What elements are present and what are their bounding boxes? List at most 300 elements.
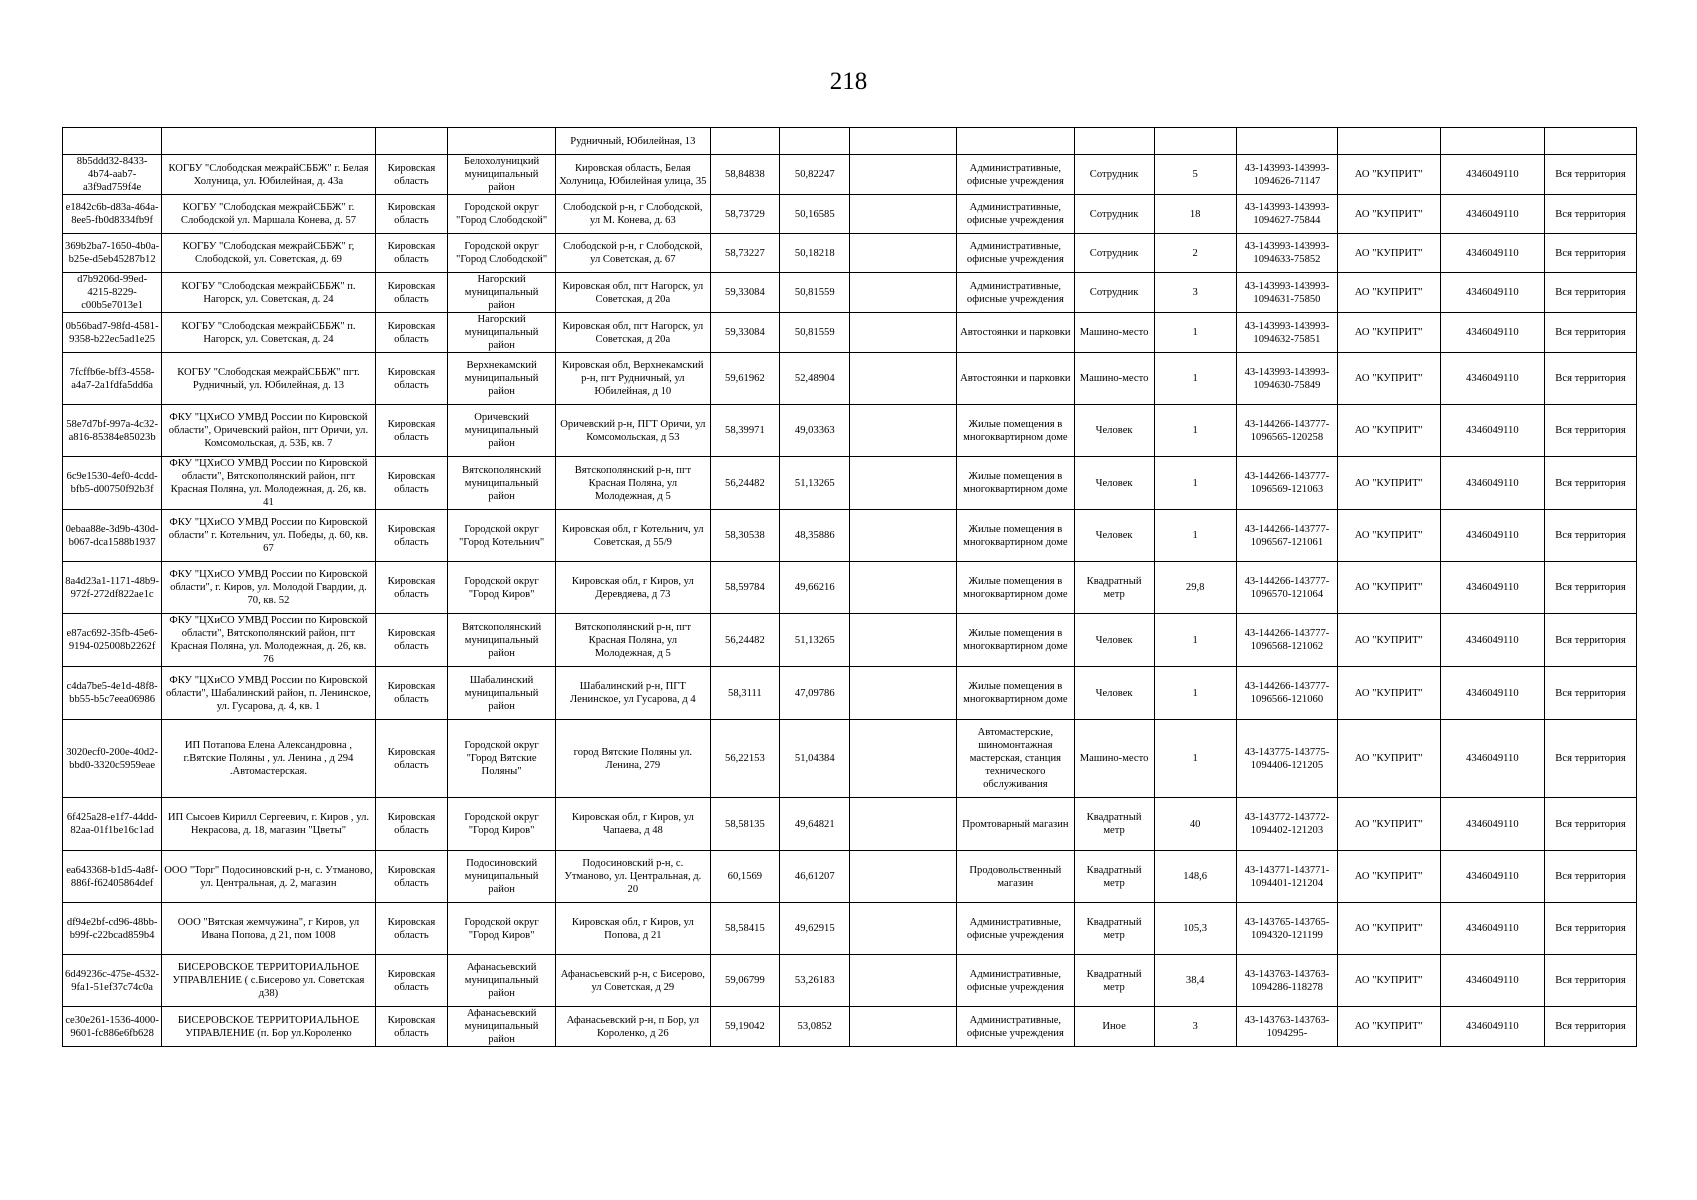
table-row — [63, 851, 1637, 903]
region-cell: Кировская область — [375, 510, 448, 562]
table-row — [63, 405, 1637, 457]
object-type-cell: Промтоварный магазин — [957, 798, 1074, 851]
unit-cell: Квадратный метр — [1074, 562, 1154, 614]
territory-cell: Вся территория — [1545, 195, 1637, 234]
territory-cell: Вся территория — [1545, 273, 1637, 313]
id-cell: d7b9206d-99ed-4215-8229-c00b5e7013e1 — [63, 273, 162, 313]
table-row — [63, 128, 1637, 155]
code-cell: 43-144266-143777-1096569-121063 — [1236, 457, 1337, 510]
empty-cell — [850, 155, 957, 195]
address-cell: Слободской р-н, г Слободской, ул М. Конева, д. 63 — [555, 195, 710, 234]
organization-cell: ФКУ "ЦХиСО УМВД России по Кировской области", Шабалинский район, п. Ленинское, ул. Гусарова, д. 4, кв. 1 — [162, 667, 375, 720]
quantity-cell: 3 — [1154, 273, 1236, 313]
region-cell: Кировская область — [375, 720, 448, 798]
operator-cell: АО "КУПРИТ" — [1338, 273, 1440, 313]
unit-cell: Человек — [1074, 510, 1154, 562]
unit-cell: Человек — [1074, 667, 1154, 720]
region-cell: Кировская область — [375, 195, 448, 234]
organization-cell: КОГБУ "Слободская межрайСББЖ" п. Нагорск, ул. Советская, д. 24 — [162, 313, 375, 353]
address-cell: Вятскополянский р-н, пгт Красная Поляна, ул Молодежная, д 5 — [555, 614, 710, 667]
id-cell: 8a4d23a1-1171-48b9-972f-272df822ae1c — [63, 562, 162, 614]
registry-body — [63, 128, 1637, 1047]
longitude-cell: 49,64821 — [780, 798, 850, 851]
inn-cell: 4346049110 — [1440, 313, 1545, 353]
quantity-cell: 1 — [1154, 720, 1236, 798]
region-cell: Кировская область — [375, 851, 448, 903]
empty-cell — [850, 903, 957, 955]
territory-cell: Вся территория — [1545, 798, 1637, 851]
region-cell: Кировская область — [375, 405, 448, 457]
empty-cell — [850, 405, 957, 457]
empty-cell — [850, 234, 957, 273]
id-cell: e87ac692-35fb-45e6-9194-025008b2262f — [63, 614, 162, 667]
unit-cell: Машино-место — [1074, 353, 1154, 405]
inn-cell: 4346049110 — [1440, 1007, 1545, 1047]
quantity-cell: 2 — [1154, 234, 1236, 273]
table-row — [63, 720, 1637, 798]
territory-cell: Вся территория — [1545, 234, 1637, 273]
operator-cell: АО "КУПРИТ" — [1338, 457, 1440, 510]
territory-cell: Вся территория — [1545, 313, 1637, 353]
inn-cell: 4346049110 — [1440, 195, 1545, 234]
registry-table — [62, 127, 1637, 1047]
inn-cell: 4346049110 — [1440, 851, 1545, 903]
longitude-cell: 51,04384 — [780, 720, 850, 798]
operator-cell — [1338, 128, 1440, 155]
municipality-cell: Городской округ "Город Вятские Поляны" — [448, 720, 556, 798]
municipality-cell: Вятскополянский муниципальный район — [448, 614, 556, 667]
municipality-cell: Нагорский муниципальный район — [448, 313, 556, 353]
municipality-cell: Городской округ "Город Слободской" — [448, 234, 556, 273]
organization-cell: ООО "Торг" Подосиновский р-н, с. Утманово, ул. Центральная, д. 2, магазин — [162, 851, 375, 903]
unit-cell: Сотрудник — [1074, 195, 1154, 234]
object-type-cell: Административные, офисные учреждения — [957, 273, 1074, 313]
municipality-cell: Нагорский муниципальный район — [448, 273, 556, 313]
operator-cell: АО "КУПРИТ" — [1338, 798, 1440, 851]
latitude-cell: 59,06799 — [710, 955, 779, 1007]
operator-cell: АО "КУПРИТ" — [1338, 1007, 1440, 1047]
empty-cell — [850, 457, 957, 510]
region-cell: Кировская область — [375, 353, 448, 405]
latitude-cell: 58,3111 — [710, 667, 779, 720]
address-cell: Вятскополянский р-н, пгт Красная Поляна, ул Молодежная, д 5 — [555, 457, 710, 510]
inn-cell: 4346049110 — [1440, 510, 1545, 562]
empty-cell — [850, 510, 957, 562]
empty-cell — [850, 1007, 957, 1047]
address-cell: Афанасьевский р-н, п Бор, ул Короленко, д 26 — [555, 1007, 710, 1047]
inn-cell: 4346049110 — [1440, 720, 1545, 798]
inn-cell: 4346049110 — [1440, 798, 1545, 851]
longitude-cell: 53,26183 — [780, 955, 850, 1007]
organization-cell: ИП Сысоев Кирилл Сергеевич, г. Киров , ул. Некрасова, д. 18, магазин "Цветы" — [162, 798, 375, 851]
object-type-cell: Жилые помещения в многоквартирном доме — [957, 667, 1074, 720]
table-row — [63, 155, 1637, 195]
empty-cell — [850, 128, 957, 155]
region-cell: Кировская область — [375, 562, 448, 614]
unit-cell: Сотрудник — [1074, 234, 1154, 273]
latitude-cell: 59,19042 — [710, 1007, 779, 1047]
empty-cell — [850, 273, 957, 313]
table-row — [63, 1007, 1637, 1047]
municipality-cell: Верхнекамский муниципальный район — [448, 353, 556, 405]
code-cell: 43-143772-143772-1094402-121203 — [1236, 798, 1337, 851]
longitude-cell: 49,03363 — [780, 405, 850, 457]
address-cell: Шабалинский р-н, ПГТ Ленинское, ул Гусарова, д 4 — [555, 667, 710, 720]
latitude-cell: 58,59784 — [710, 562, 779, 614]
code-cell: 43-144266-143777-1096567-121061 — [1236, 510, 1337, 562]
quantity-cell: 18 — [1154, 195, 1236, 234]
table-row — [63, 234, 1637, 273]
territory-cell: Вся территория — [1545, 405, 1637, 457]
code-cell: 43-143993-143993-1094632-75851 — [1236, 313, 1337, 353]
longitude-cell: 49,66216 — [780, 562, 850, 614]
object-type-cell: Жилые помещения в многоквартирном доме — [957, 614, 1074, 667]
municipality-cell: Городской округ "Город Киров" — [448, 798, 556, 851]
address-cell: Оричевский р-н, ПГТ Оричи, ул Комсомольская, д 53 — [555, 405, 710, 457]
code-cell: 43-143993-143993-1094630-75849 — [1236, 353, 1337, 405]
object-type-cell: Жилые помещения в многоквартирном доме — [957, 510, 1074, 562]
empty-cell — [850, 720, 957, 798]
object-type-cell: Жилые помещения в многоквартирном доме — [957, 457, 1074, 510]
municipality-cell: Афанасьевский муниципальный район — [448, 1007, 556, 1047]
quantity-cell: 1 — [1154, 457, 1236, 510]
longitude-cell: 52,48904 — [780, 353, 850, 405]
municipality-cell: Городской округ "Город Киров" — [448, 562, 556, 614]
latitude-cell: 56,22153 — [710, 720, 779, 798]
quantity-cell: 148,6 — [1154, 851, 1236, 903]
id-cell: 3020ecf0-200e-40d2-bbd0-3320c5959eae — [63, 720, 162, 798]
territory-cell: Вся территория — [1545, 614, 1637, 667]
operator-cell: АО "КУПРИТ" — [1338, 562, 1440, 614]
address-cell: Кировская обл, г Киров, ул Попова, д 21 — [555, 903, 710, 955]
latitude-cell: 58,84838 — [710, 155, 779, 195]
id-cell: 6d49236c-475e-4532-9fa1-51ef37c74c0a — [63, 955, 162, 1007]
quantity-cell: 3 — [1154, 1007, 1236, 1047]
municipality-cell: Оричевский муниципальный район — [448, 405, 556, 457]
territory-cell: Вся территория — [1545, 955, 1637, 1007]
id-cell: df94e2bf-cd96-48bb-b99f-c22bcad859b4 — [63, 903, 162, 955]
unit-cell: Человек — [1074, 614, 1154, 667]
table-row — [63, 903, 1637, 955]
operator-cell: АО "КУПРИТ" — [1338, 313, 1440, 353]
code-cell: 43-143993-143993-1094633-75852 — [1236, 234, 1337, 273]
object-type-cell: Автостоянки и парковки — [957, 353, 1074, 405]
code-cell: 43-143993-143993-1094627-75844 — [1236, 195, 1337, 234]
operator-cell: АО "КУПРИТ" — [1338, 614, 1440, 667]
quantity-cell: 105,3 — [1154, 903, 1236, 955]
region-cell — [375, 128, 448, 155]
longitude-cell: 51,13265 — [780, 614, 850, 667]
empty-cell — [850, 195, 957, 234]
unit-cell: Человек — [1074, 405, 1154, 457]
empty-cell — [850, 614, 957, 667]
operator-cell: АО "КУПРИТ" — [1338, 955, 1440, 1007]
unit-cell: Машино-место — [1074, 313, 1154, 353]
object-type-cell: Административные, офисные учреждения — [957, 903, 1074, 955]
region-cell: Кировская область — [375, 798, 448, 851]
code-cell: 43-144266-143777-1096566-121060 — [1236, 667, 1337, 720]
longitude-cell: 47,09786 — [780, 667, 850, 720]
longitude-cell: 53,0852 — [780, 1007, 850, 1047]
address-cell: Кировская обл, г Киров, ул Чапаева, д 48 — [555, 798, 710, 851]
latitude-cell: 58,58135 — [710, 798, 779, 851]
inn-cell: 4346049110 — [1440, 667, 1545, 720]
inn-cell: 4346049110 — [1440, 155, 1545, 195]
operator-cell: АО "КУПРИТ" — [1338, 195, 1440, 234]
unit-cell: Машино-место — [1074, 720, 1154, 798]
latitude-cell: 60,1569 — [710, 851, 779, 903]
address-cell: Подосиновский р-н, с. Утманово, ул. Центральная, д. 20 — [555, 851, 710, 903]
empty-cell — [850, 955, 957, 1007]
organization-cell: ФКУ "ЦХиСО УМВД России по Кировской области", Вятскополянский район, пгт Красная Поляна, ул. Молодежная, д. 26, кв. 41 — [162, 457, 375, 510]
region-cell: Кировская область — [375, 155, 448, 195]
operator-cell: АО "КУПРИТ" — [1338, 155, 1440, 195]
territory-cell: Вся территория — [1545, 562, 1637, 614]
organization-cell: КОГБУ "Слободская межрайСББЖ" г, Слободской, ул. Советская, д. 69 — [162, 234, 375, 273]
table-row — [63, 195, 1637, 234]
municipality-cell: Вятскополянский муниципальный район — [448, 457, 556, 510]
address-cell: Афанасьевский р-н, с Бисерово, ул Советская, д 29 — [555, 955, 710, 1007]
address-cell: Кировская обл, г Киров, ул Деревдяева, д 73 — [555, 562, 710, 614]
page-number: 218 — [829, 68, 868, 95]
address-cell: Кировская обл, пгт Нагорск, ул Советская, д 20а — [555, 273, 710, 313]
operator-cell: АО "КУПРИТ" — [1338, 353, 1440, 405]
empty-cell — [850, 667, 957, 720]
code-cell: 43-144266-143777-1096570-121064 — [1236, 562, 1337, 614]
empty-cell — [850, 313, 957, 353]
territory-cell: Вся территория — [1545, 155, 1637, 195]
territory-cell: Вся территория — [1545, 457, 1637, 510]
object-type-cell: Автостоянки и парковки — [957, 313, 1074, 353]
id-cell: 7fcffb6e-bff3-4558-a4a7-2a1fdfa5dd6a — [63, 353, 162, 405]
organization-cell: ФКУ "ЦХиСО УМВД России по Кировской области" г. Котельнич, ул. Победы, д. 60, кв. 67 — [162, 510, 375, 562]
unit-cell: Сотрудник — [1074, 155, 1154, 195]
latitude-cell: 59,61962 — [710, 353, 779, 405]
id-cell: 6f425a28-e1f7-44dd-82aa-01f1be16c1ad — [63, 798, 162, 851]
table-row — [63, 353, 1637, 405]
id-cell: e1842c6b-d83a-464a-8ee5-fb0d8334fb9f — [63, 195, 162, 234]
code-cell: 43-143763-143763-1094295- — [1236, 1007, 1337, 1047]
table-row — [63, 955, 1637, 1007]
inn-cell: 4346049110 — [1440, 457, 1545, 510]
region-cell: Кировская область — [375, 457, 448, 510]
longitude-cell — [780, 128, 850, 155]
code-cell — [1236, 128, 1337, 155]
unit-cell: Сотрудник — [1074, 273, 1154, 313]
longitude-cell: 50,81559 — [780, 313, 850, 353]
quantity-cell: 5 — [1154, 155, 1236, 195]
code-cell: 43-144266-143777-1096565-120258 — [1236, 405, 1337, 457]
organization-cell: БИСЕРОВСКОЕ ТЕРРИТОРИАЛЬНОЕ УПРАВЛЕНИЕ (п. Бор ул.Короленко — [162, 1007, 375, 1047]
longitude-cell: 49,62915 — [780, 903, 850, 955]
organization-cell: КОГБУ "Слободская межрайСББЖ" п. Нагорск, ул. Советская, д. 24 — [162, 273, 375, 313]
id-cell: 58e7d7bf-997a-4c32-a816-85384e85023b — [63, 405, 162, 457]
latitude-cell: 56,24482 — [710, 614, 779, 667]
inn-cell: 4346049110 — [1440, 614, 1545, 667]
organization-cell: БИСЕРОВСКОЕ ТЕРРИТОРИАЛЬНОЕ УПРАВЛЕНИЕ ( с.Бисерово ул. Советская д38) — [162, 955, 375, 1007]
id-cell: ea643368-b1d5-4a8f-886f-f62405864def — [63, 851, 162, 903]
object-type-cell: Административные, офисные учреждения — [957, 1007, 1074, 1047]
municipality-cell: Городской округ "Город Котельнич" — [448, 510, 556, 562]
table-row — [63, 510, 1637, 562]
operator-cell: АО "КУПРИТ" — [1338, 903, 1440, 955]
quantity-cell — [1154, 128, 1236, 155]
organization-cell: КОГБУ "Слободская межрайСББЖ" г. Слободской ул. Маршала Конева, д. 57 — [162, 195, 375, 234]
longitude-cell: 50,81559 — [780, 273, 850, 313]
inn-cell: 4346049110 — [1440, 234, 1545, 273]
address-cell: Кировская обл, пгт Нагорск, ул Советская, д 20а — [555, 313, 710, 353]
code-cell: 43-143775-143775-1094406-121205 — [1236, 720, 1337, 798]
territory-cell: Вся территория — [1545, 353, 1637, 405]
inn-cell — [1440, 128, 1545, 155]
organization-cell: ФКУ "ЦХиСО УМВД России по Кировской области", Вятскополянский район, пгт Красная Поляна, ул. Молодежная, д. 26, кв. 76 — [162, 614, 375, 667]
municipality-cell: Подосиновский муниципальный район — [448, 851, 556, 903]
id-cell: ce30e261-1536-4000-9601-fc886e6fb628 — [63, 1007, 162, 1047]
territory-cell: Вся территория — [1545, 903, 1637, 955]
operator-cell: АО "КУПРИТ" — [1338, 234, 1440, 273]
latitude-cell: 58,73227 — [710, 234, 779, 273]
address-cell: город Вятские Поляны ул. Ленина, 279 — [555, 720, 710, 798]
table-row — [63, 273, 1637, 313]
code-cell: 43-143771-143771-1094401-121204 — [1236, 851, 1337, 903]
id-cell: 6c9e1530-4ef0-4cdd-bfb5-d00750f92b3f — [63, 457, 162, 510]
latitude-cell — [710, 128, 779, 155]
region-cell: Кировская область — [375, 955, 448, 1007]
municipality-cell: Афанасьевский муниципальный район — [448, 955, 556, 1007]
latitude-cell: 59,33084 — [710, 313, 779, 353]
address-cell: Кировская обл, Верхнекамский р-н, пгт Рудничный, ул Юбилейная, д 10 — [555, 353, 710, 405]
territory-cell: Вся территория — [1545, 851, 1637, 903]
unit-cell: Иное — [1074, 1007, 1154, 1047]
quantity-cell: 1 — [1154, 313, 1236, 353]
inn-cell: 4346049110 — [1440, 273, 1545, 313]
id-cell — [63, 128, 162, 155]
empty-cell — [850, 798, 957, 851]
address-cell: Кировская область, Белая Холуница, Юбилейная улица, 35 — [555, 155, 710, 195]
territory-cell — [1545, 128, 1637, 155]
operator-cell: АО "КУПРИТ" — [1338, 667, 1440, 720]
longitude-cell: 48,35886 — [780, 510, 850, 562]
unit-cell: Квадратный метр — [1074, 798, 1154, 851]
region-cell: Кировская область — [375, 234, 448, 273]
latitude-cell: 58,39971 — [710, 405, 779, 457]
unit-cell: Квадратный метр — [1074, 903, 1154, 955]
quantity-cell: 1 — [1154, 510, 1236, 562]
id-cell: 0ebaa88e-3d9b-430d-b067-dca1588b1937 — [63, 510, 162, 562]
object-type-cell: Административные, офисные учреждения — [957, 234, 1074, 273]
organization-cell: КОГБУ "Слободская межрайСББЖ" пгт. Рудничный, ул. Юбилейная, д. 13 — [162, 353, 375, 405]
empty-cell — [850, 353, 957, 405]
municipality-cell: Белохолуницкий муниципальный район — [448, 155, 556, 195]
inn-cell: 4346049110 — [1440, 405, 1545, 457]
latitude-cell: 58,73729 — [710, 195, 779, 234]
object-type-cell: Административные, офисные учреждения — [957, 155, 1074, 195]
quantity-cell: 40 — [1154, 798, 1236, 851]
territory-cell: Вся территория — [1545, 667, 1637, 720]
latitude-cell: 58,58415 — [710, 903, 779, 955]
quantity-cell: 29,8 — [1154, 562, 1236, 614]
table-row — [63, 614, 1637, 667]
table-row — [63, 667, 1637, 720]
municipality-cell — [448, 128, 556, 155]
object-type-cell: Автомастерские, шиномонтажная мастерская, станция технического обслуживания — [957, 720, 1074, 798]
table-row — [63, 313, 1637, 353]
quantity-cell: 38,4 — [1154, 955, 1236, 1007]
object-type-cell: Жилые помещения в многоквартирном доме — [957, 562, 1074, 614]
empty-cell — [850, 562, 957, 614]
object-type-cell: Продовольственный магазин — [957, 851, 1074, 903]
municipality-cell: Городской округ "Город Слободской" — [448, 195, 556, 234]
inn-cell: 4346049110 — [1440, 955, 1545, 1007]
address-cell: Рудничный, Юбилейная, 13 — [555, 128, 710, 155]
id-cell: 0b56bad7-98fd-4581-9358-b22ec5ad1e25 — [63, 313, 162, 353]
quantity-cell: 1 — [1154, 353, 1236, 405]
quantity-cell: 1 — [1154, 405, 1236, 457]
organization-cell: КОГБУ "Слободская межрайСББЖ" г. Белая Холуница, ул. Юбилейная, д. 43а — [162, 155, 375, 195]
longitude-cell: 50,82247 — [780, 155, 850, 195]
territory-cell: Вся территория — [1545, 720, 1637, 798]
territory-cell: Вся территория — [1545, 510, 1637, 562]
latitude-cell: 59,33084 — [710, 273, 779, 313]
code-cell: 43-143763-143763-1094286-118278 — [1236, 955, 1337, 1007]
operator-cell: АО "КУПРИТ" — [1338, 405, 1440, 457]
code-cell: 43-144266-143777-1096568-121062 — [1236, 614, 1337, 667]
object-type-cell: Административные, офисные учреждения — [957, 195, 1074, 234]
region-cell: Кировская область — [375, 903, 448, 955]
object-type-cell — [957, 128, 1074, 155]
address-cell: Слободской р-н, г Слободской, ул Советская, д. 67 — [555, 234, 710, 273]
region-cell: Кировская область — [375, 273, 448, 313]
id-cell: 8b5ddd32-8433-4b74-aab7-a3f9ad759f4e — [63, 155, 162, 195]
organization-cell: ООО "Вятская жемчужина", г Киров, ул Ивана Попова, д 21, пом 1008 — [162, 903, 375, 955]
municipality-cell: Шабалинский муниципальный район — [448, 667, 556, 720]
empty-cell — [850, 851, 957, 903]
inn-cell: 4346049110 — [1440, 562, 1545, 614]
unit-cell: Квадратный метр — [1074, 955, 1154, 1007]
unit-cell: Квадратный метр — [1074, 851, 1154, 903]
region-cell: Кировская область — [375, 1007, 448, 1047]
quantity-cell: 1 — [1154, 667, 1236, 720]
id-cell: 369b2ba7-1650-4b0a-b25e-d5eb45287b12 — [63, 234, 162, 273]
address-cell: Кировская обл, г Котельнич, ул Советская, д 55/9 — [555, 510, 710, 562]
code-cell: 43-143993-143993-1094626-71147 — [1236, 155, 1337, 195]
object-type-cell: Жилые помещения в многоквартирном доме — [957, 405, 1074, 457]
latitude-cell: 56,24482 — [710, 457, 779, 510]
longitude-cell: 50,16585 — [780, 195, 850, 234]
latitude-cell: 58,30538 — [710, 510, 779, 562]
region-cell: Кировская область — [375, 667, 448, 720]
unit-cell — [1074, 128, 1154, 155]
region-cell: Кировская область — [375, 614, 448, 667]
organization-cell — [162, 128, 375, 155]
organization-cell: ФКУ "ЦХиСО УМВД России по Кировской области", Оричевский район, пгт Оричи, ул. Комсомольская, д. 53Б, кв. 7 — [162, 405, 375, 457]
organization-cell: ФКУ "ЦХиСО УМВД России по Кировской области", г. Киров, ул. Молодой Гвардии, д. 70, кв. 52 — [162, 562, 375, 614]
operator-cell: АО "КУПРИТ" — [1338, 720, 1440, 798]
table-row — [63, 457, 1637, 510]
id-cell: c4da7be5-4e1d-48f8-bb55-b5c7eea06986 — [63, 667, 162, 720]
municipality-cell: Городской округ "Город Киров" — [448, 903, 556, 955]
table-row — [63, 562, 1637, 614]
longitude-cell: 46,61207 — [780, 851, 850, 903]
code-cell: 43-143765-143765-1094320-121199 — [1236, 903, 1337, 955]
operator-cell: АО "КУПРИТ" — [1338, 851, 1440, 903]
table-row — [63, 798, 1637, 851]
inn-cell: 4346049110 — [1440, 353, 1545, 405]
unit-cell: Человек — [1074, 457, 1154, 510]
inn-cell: 4346049110 — [1440, 903, 1545, 955]
organization-cell: ИП Потапова Елена Александровна , г.Вятские Поляны , ул. Ленина , д 294 .Автомастерская. — [162, 720, 375, 798]
longitude-cell: 51,13265 — [780, 457, 850, 510]
